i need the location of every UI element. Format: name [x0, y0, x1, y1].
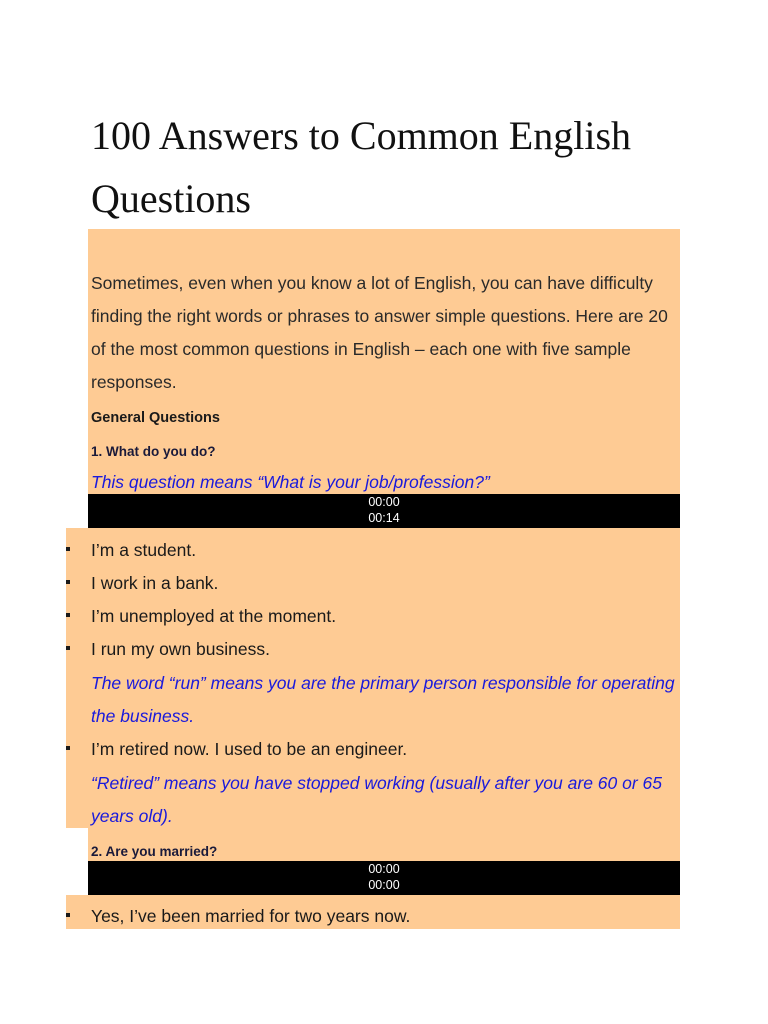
answer-text: I run my own business. [91, 639, 270, 659]
run-note: The word “run” means you are the primary person responsible for operating the business. [91, 673, 675, 726]
retired-note: “Retired” means you have stopped working (usually after you are 60 or 65 years old). [91, 773, 662, 826]
list-item [66, 534, 678, 567]
question-1: 1. What do you do? [91, 444, 216, 459]
list-item [66, 733, 678, 766]
audio-duration: 00:14 [368, 511, 400, 525]
list-item [66, 567, 678, 600]
question-2: 2. Are you married? [91, 844, 218, 859]
answer-text: I’m unemployed at the moment. [91, 606, 337, 626]
audio-current-time: 00:00 [368, 862, 400, 876]
bullet-icon [66, 646, 70, 650]
intro-paragraph: Sometimes, even when you know a lot of English, you can have difficulty finding the right words or phrases to answer simple questions. Here are 20 of the most common questions in English – each one with five sample responses. [91, 273, 668, 392]
audio-player-1[interactable] [88, 494, 680, 528]
bullet-icon [66, 580, 70, 584]
page-title: 100 Answers to Common English Questions [91, 113, 632, 221]
bullet-icon [66, 613, 70, 617]
bullet-icon [66, 746, 70, 750]
list-item [66, 900, 678, 933]
bullet-icon [66, 913, 70, 917]
audio-duration: 00:00 [368, 878, 400, 892]
question-1-explanation: This question means “What is your job/profession?” [91, 472, 490, 492]
answer-text: I’m retired now. I used to be an engineer. [91, 739, 408, 759]
answer-text: Yes, I’ve been married for two years now. [91, 906, 411, 926]
list-item [66, 600, 678, 633]
answer-text: I work in a bank. [91, 573, 219, 593]
section-heading: General Questions [91, 410, 220, 426]
audio-player-2[interactable] [88, 861, 680, 895]
bullet-icon [66, 547, 70, 551]
audio-current-time: 00:00 [368, 495, 400, 509]
list-item [66, 633, 678, 666]
answer-text: I’m a student. [91, 540, 197, 560]
